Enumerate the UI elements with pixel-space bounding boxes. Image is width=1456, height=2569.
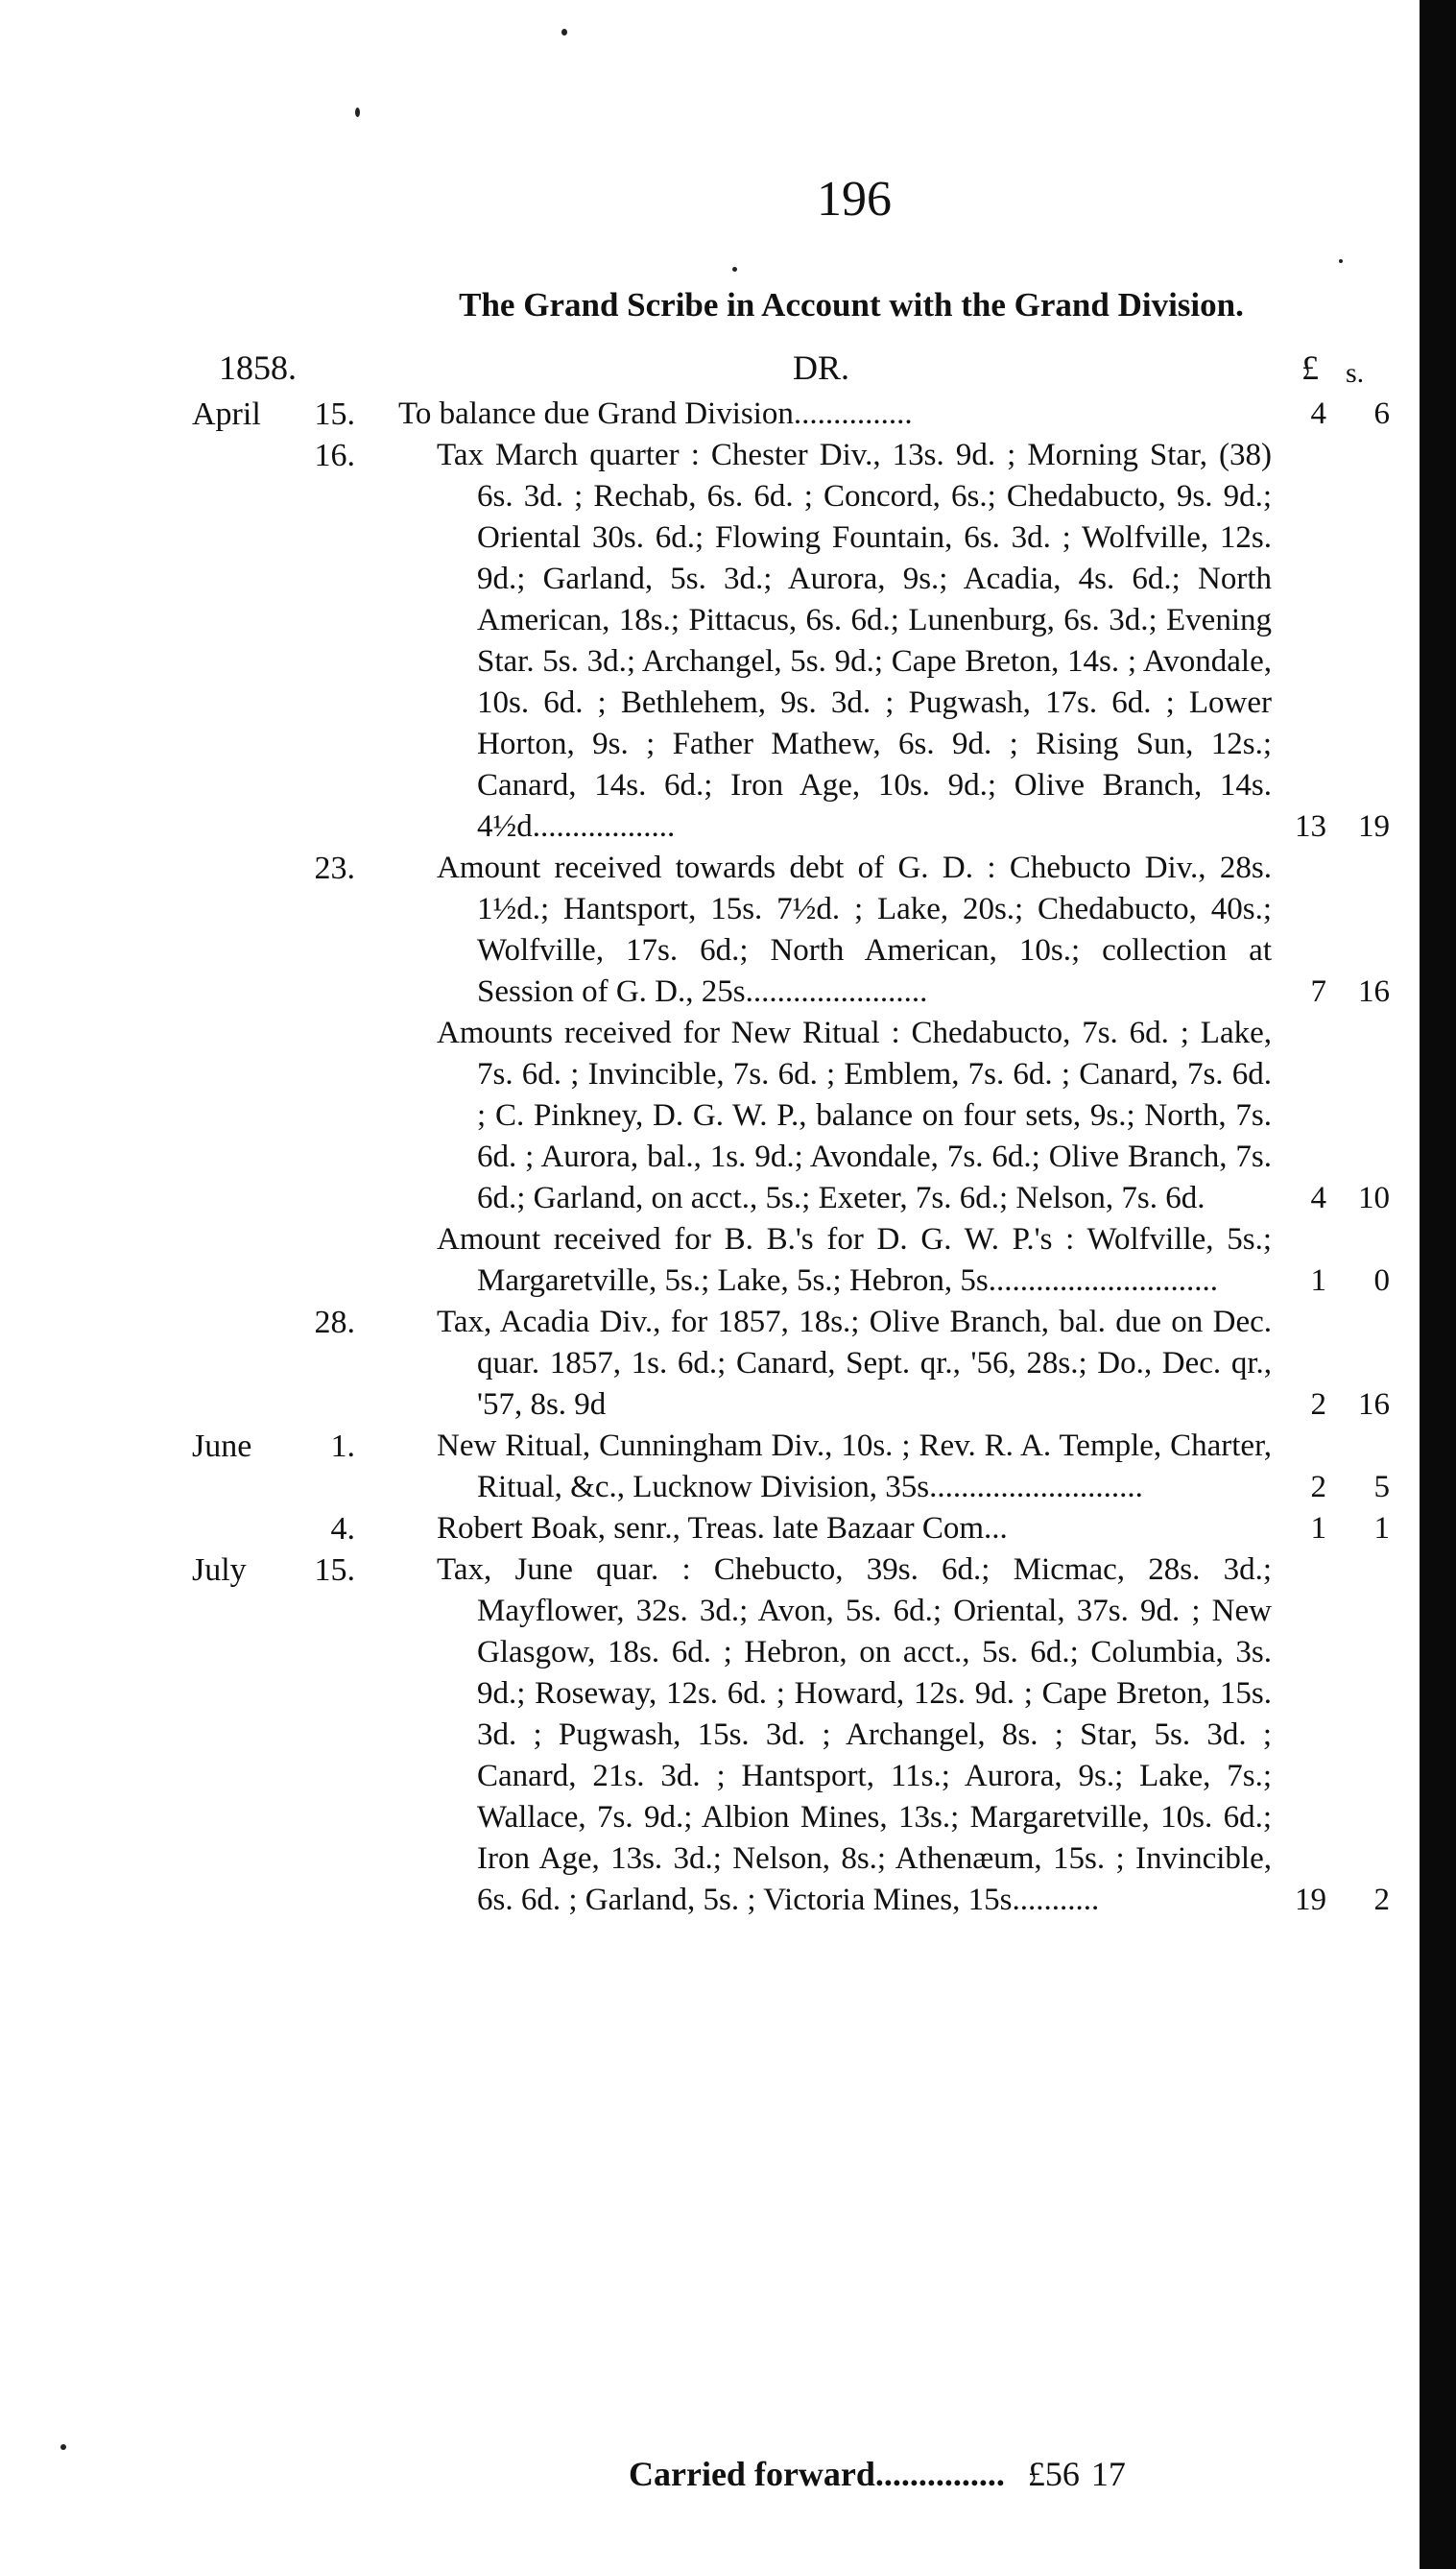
entry-description: To balance due Grand Division...............	[398, 396, 913, 431]
entry-month: June	[192, 1429, 252, 1464]
pound-column-header: £	[1301, 348, 1319, 387]
entry-shillings: 16	[1358, 974, 1390, 1009]
entry-pounds: 1	[1310, 1511, 1326, 1546]
entry-pounds: 13	[1295, 809, 1326, 844]
entry-day: 15.	[314, 396, 355, 432]
year-header: 1858.	[219, 348, 297, 387]
debit-header: DR.	[793, 348, 850, 387]
ledger-entry	[0, 1508, 1456, 1549]
ink-speck	[732, 267, 737, 272]
shilling-column-header: s.	[1346, 357, 1365, 389]
entry-pounds: 4	[1310, 396, 1326, 431]
entry-shillings: 6	[1373, 396, 1390, 431]
ink-speck	[355, 108, 360, 117]
entry-description: Amount received for B. B.'s for D. G. W. P.'s : Wolfville, 5s.; Margaretville, 5s.; Lake, 5s.; Hebron, 5s.............................	[437, 1222, 1272, 1298]
entry-description: Tax March quarter : Chester Div., 13s. 9d. ; Morning Star, (38) 6s. 3d. ; Rechab, 6s. 6d. ; Concord, 6s.; Chedabucto, 9s. 9d.; Oriental 30s. 6d.; Flowing Fountain, 6s. 3d. ; Wolfville, 12s. 9d.; Garland, 5s. 3d.; Aurora, 9s.; Acadia, 4s. 6d.; North American, 18s.; Pittacus, 6s. 6d.; Lunenburg, 6s. 3d.; Evening Star. 5s. 3d.; Archangel, 5s. 9d.; Cape Breton, 14s. ; Avondale, 10s. 6d. ; Bethlehem, 9s. 3d. ; Pugwash, 17s. 6d. ; Lower Horton, 9s. ; Father Mathew, 6s. 9d. ; Rising Sun, 12s.; Canard, 14s. 6d.; Iron Age, 10s. 9d.; Olive Branch, 14s. 4½d..................	[437, 438, 1272, 844]
entry-shillings: 16	[1358, 1387, 1390, 1422]
ledger-entry	[0, 1302, 1456, 1426]
entry-day: 23.	[314, 851, 355, 886]
entry-description: New Ritual, Cunningham Div., 10s. ; Rev. R. A. Temple, Charter, Ritual, &c., Lucknow Division, 35s...........................	[437, 1429, 1272, 1504]
entry-shillings: 2	[1373, 1883, 1390, 1917]
entry-shillings: 5	[1373, 1470, 1390, 1504]
carried-forward-label: Carried forward...............	[629, 2455, 1005, 2493]
ink-speck	[60, 2444, 66, 2450]
entry-day: 28.	[314, 1305, 355, 1340]
entry-shillings: 19	[1358, 809, 1390, 844]
ledger-entry	[0, 435, 1456, 848]
entry-pounds: 7	[1310, 974, 1326, 1009]
entry-pounds: 2	[1310, 1470, 1326, 1504]
ledger-entry	[0, 1426, 1456, 1508]
ledger-entry	[0, 1013, 1456, 1219]
carried-forward	[629, 2454, 1126, 2494]
page-title: The Grand Scribe in Account with the Grand Division.	[459, 286, 1244, 324]
entry-shillings: 10	[1358, 1181, 1390, 1215]
ledger-entry	[0, 848, 1456, 1013]
ledger-entry	[0, 1219, 1456, 1302]
entry-day: 16.	[314, 438, 355, 473]
entry-day: 4.	[330, 1511, 355, 1547]
ink-speck	[1339, 259, 1343, 263]
entry-description: Amount received towards debt of G. D. : Chebucto Div., 28s. 1½d.; Hantsport, 15s. 7½d. ; Lake, 20s.; Chedabucto, 40s.; Wolfville, 17s. 6d.; North American, 10s.; collection at Session of G. D., 25s.......................	[437, 851, 1272, 1009]
entry-shillings: 0	[1373, 1263, 1390, 1298]
entry-month: July	[192, 1552, 247, 1588]
entry-month: April	[192, 396, 261, 432]
entry-description: Tax, June quar. : Chebucto, 39s. 6d.; Micmac, 28s. 3d.; Mayflower, 32s. 3d.; Avon, 5s. 6d.; Oriental, 37s. 9d. ; New Glasgow, 18s. 6d. ; Hebron, on acct., 5s. 6d.; Columbia, 3s. 9d.; Roseway, 12s. 6d. ; Howard, 12s. 9d. ; Cape Breton, 15s. 3d. ; Pugwash, 15s. 3d. ; Archangel, 8s. ; Star, 5s. 3d. ; Canard, 21s. 3d. ; Hantsport, 11s.; Aurora, 9s.; Lake, 7s.; Wallace, 7s. 9d.; Albion Mines, 13s.; Margaretville, 10s. 6d.; Iron Age, 13s. 3d.; Nelson, 8s.; Athenæum, 15s. ; Invincible, 6s. 6d. ; Garland, 5s. ; Victoria Mines, 15s...........	[437, 1552, 1272, 1917]
entry-pounds: 4	[1310, 1181, 1326, 1215]
page-number: 196	[817, 172, 892, 227]
account-entries	[0, 394, 1456, 1921]
entry-shillings: 1	[1373, 1511, 1390, 1546]
entry-description: Tax, Acadia Div., for 1857, 18s.; Olive Branch, bal. due on Dec. quar. 1857, 1s. 6d.; Canard, Sept. qr., '56, 28s.; Do., Dec. qr., '57, 8s. 9d	[437, 1305, 1272, 1422]
carried-forward-shillings: 17	[1090, 2455, 1126, 2493]
ledger-entry	[0, 394, 1456, 435]
entry-day: 1.	[330, 1429, 355, 1464]
entry-pounds: 19	[1295, 1883, 1326, 1917]
carried-forward-pounds: £56	[1027, 2455, 1080, 2493]
ledger-entry	[0, 1549, 1456, 1921]
page-edge-shadow	[1420, 0, 1456, 2569]
entry-description: Robert Boak, senr., Treas. late Bazaar Com...	[437, 1511, 1008, 1546]
ink-speck	[561, 29, 567, 36]
entry-pounds: 2	[1310, 1387, 1326, 1422]
entry-description: Amounts received for New Ritual : Chedabucto, 7s. 6d. ; Lake, 7s. 6d. ; Invincible, 7s. 6d. ; Emblem, 7s. 6d. ; Canard, 7s. 6d. ; C. Pinkney, D. G. W. P., balance on four sets, 9s.; North, 7s. 6d. ; Aurora, bal., 1s. 9d.; Avondale, 7s. 6d.; Olive Branch, 7s. 6d.; Garland, on acct., 5s.; Exeter, 7s. 6d.; Nelson, 7s. 6d.	[437, 1016, 1272, 1215]
entry-pounds: 1	[1310, 1263, 1326, 1298]
entry-day: 15.	[314, 1552, 355, 1588]
